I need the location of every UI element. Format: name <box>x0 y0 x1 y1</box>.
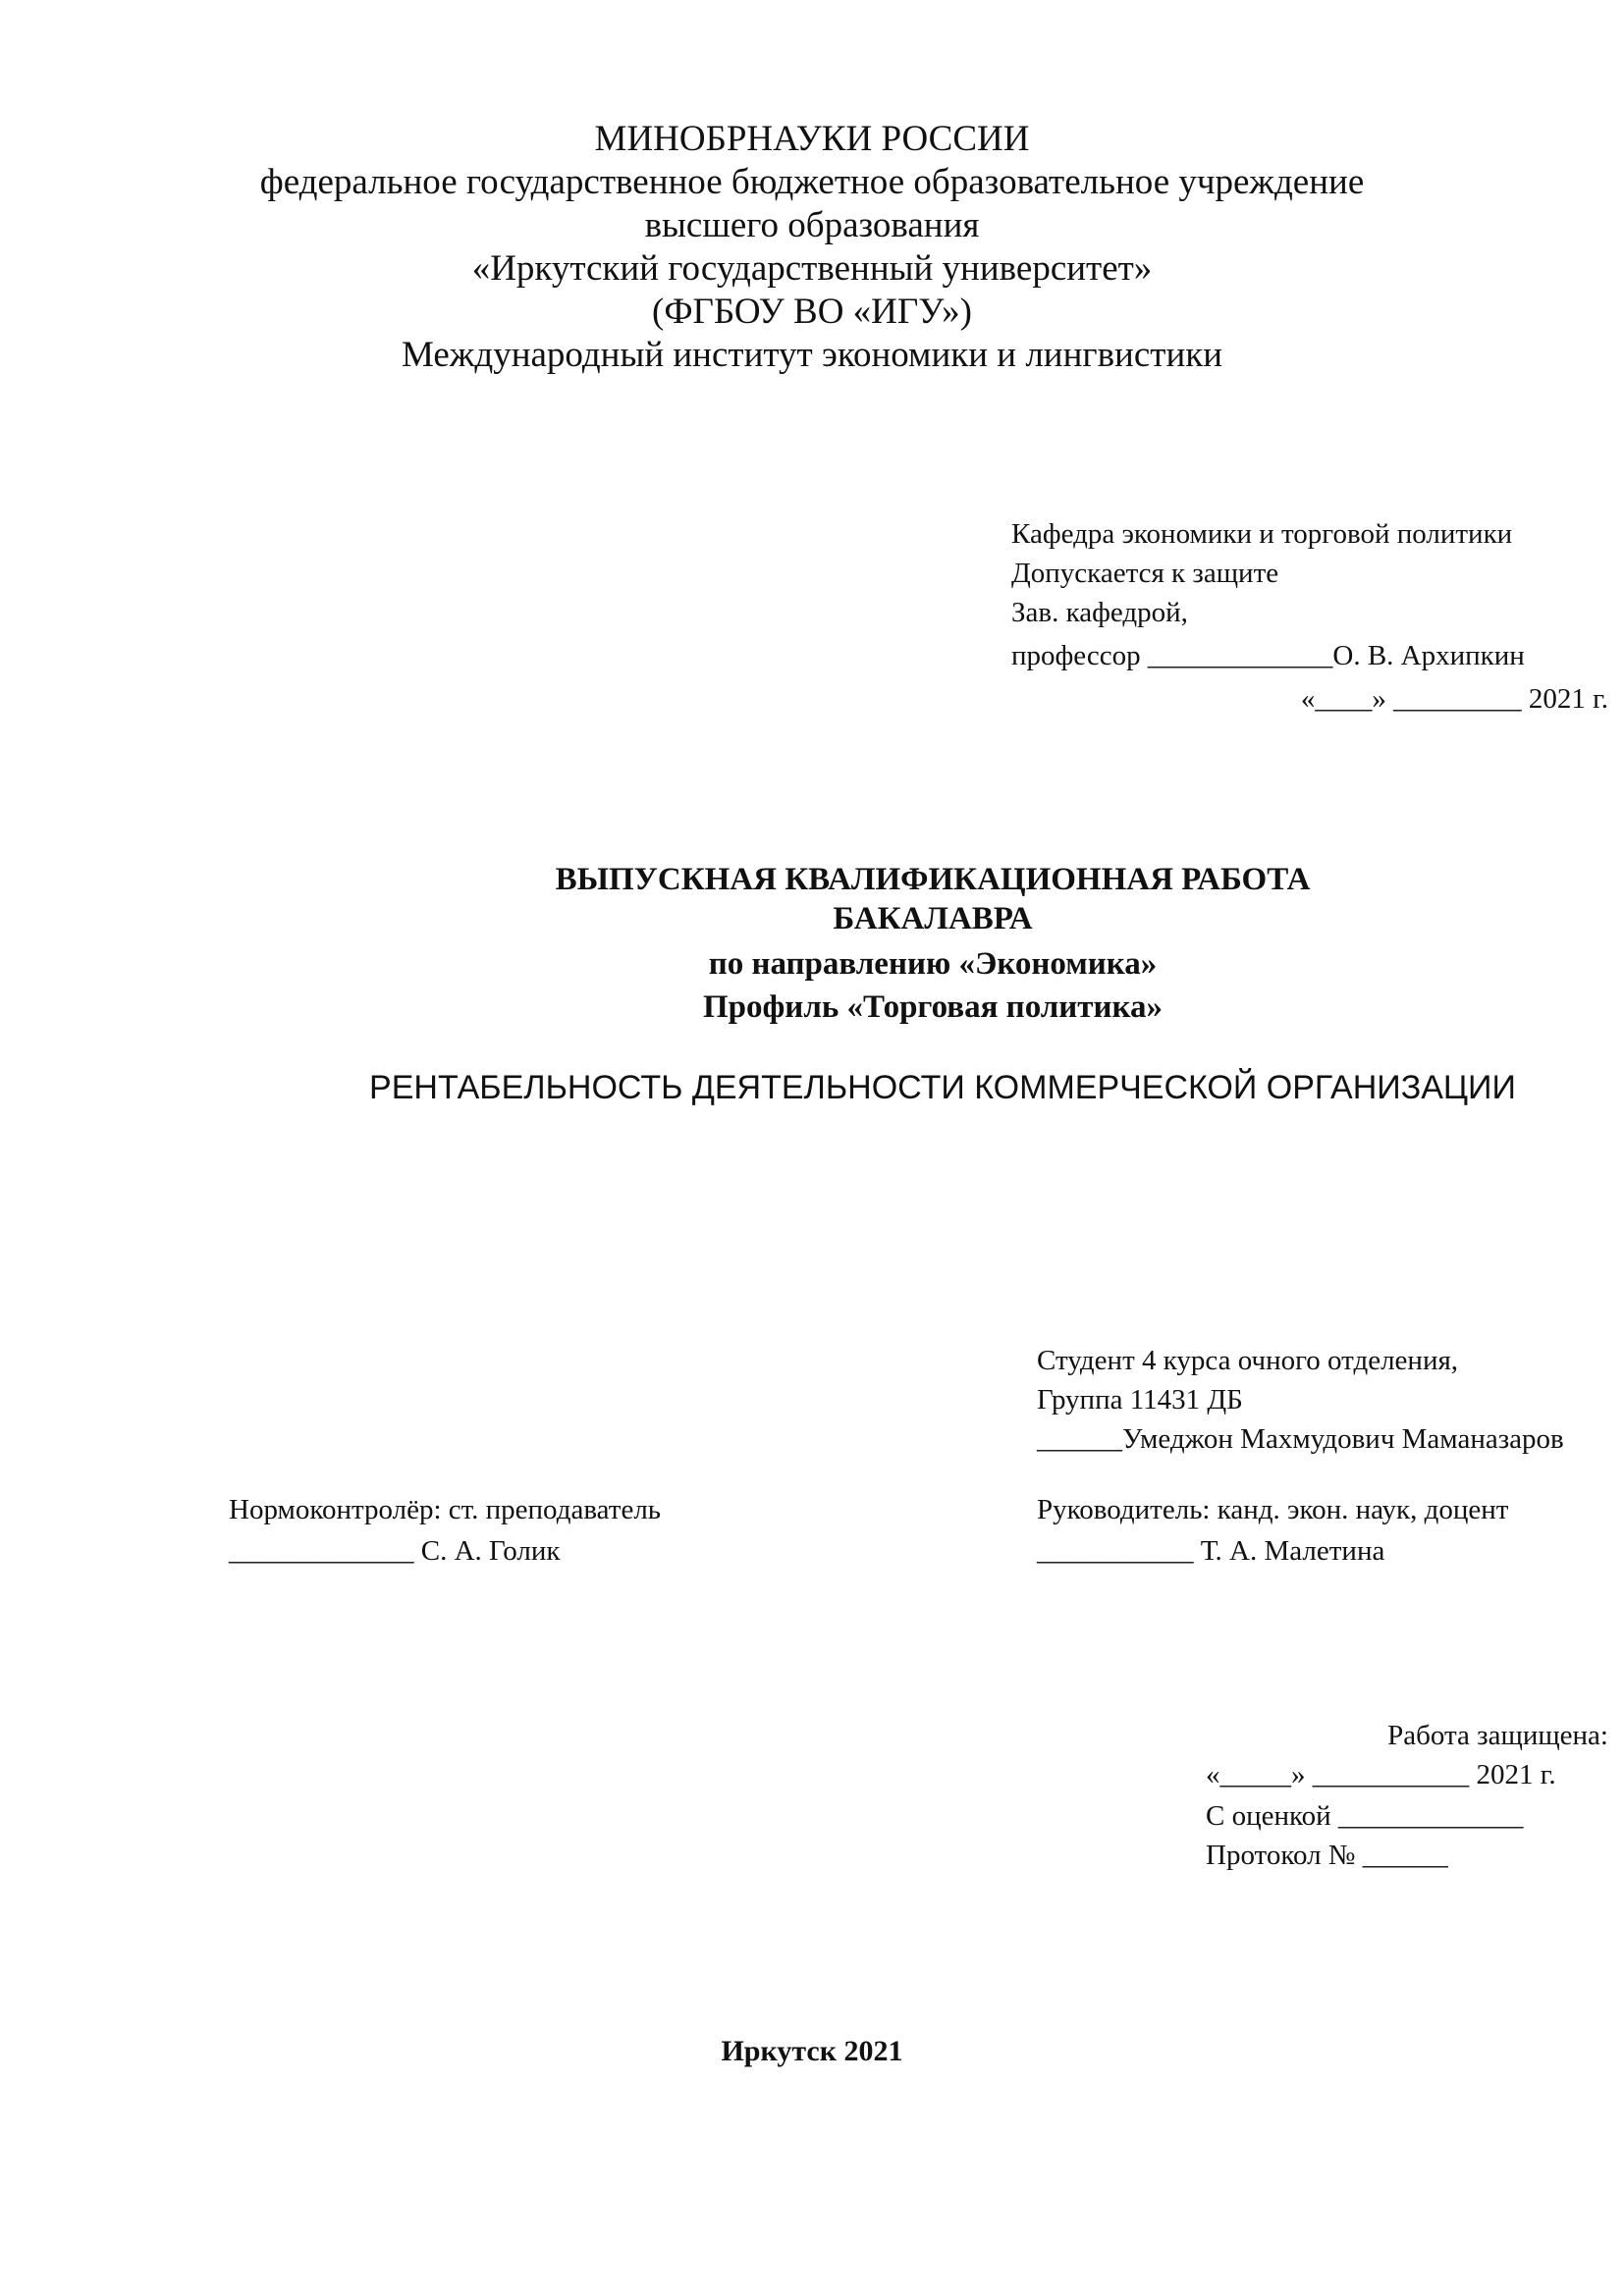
supervisor-name-line: ___________ Т. А. Малетина <box>1037 1535 1385 1567</box>
institution-type: федеральное государственное бюджетное образовательное учреждение <box>259 162 1365 202</box>
head-of-department: Зав. кафедрой, <box>1011 597 1188 628</box>
department-name: Кафедра экономики и торговой политики <box>1011 518 1513 550</box>
normcontrol-name-line: _____________ С. А. Голик <box>229 1535 561 1567</box>
defense-grade-line: С оценкой _____________ <box>1206 1800 1524 1832</box>
defense-status: Работа защищена: <box>1387 1720 1608 1751</box>
work-profile: Профиль «Торговая политика» <box>702 989 1164 1025</box>
institute-name: Международный институт экономики и лингвистики <box>401 335 1223 375</box>
work-title-line1: ВЫПУСКНАЯ КВАЛИФИКАЦИОННАЯ РАБОТА <box>555 862 1311 897</box>
work-title-line2: БАКАЛАВРА <box>833 901 1033 936</box>
ministry-name: МИНОБРНАУКИ РОССИИ <box>594 119 1030 159</box>
normcontrol-role: Нормоконтролёр: ст. преподаватель <box>229 1494 662 1525</box>
supervisor-role: Руководитель: канд. экон. наук, доцент <box>1037 1494 1509 1525</box>
student-course: Студент 4 курса очного отделения, <box>1037 1345 1459 1376</box>
university-name: «Иркутский государственный университет» <box>471 248 1153 289</box>
university-abbreviation: (ФГБОУ ВО «ИГУ») <box>652 292 972 332</box>
defense-protocol-line: Протокол № ______ <box>1206 1840 1448 1871</box>
admitted-to-defense: Допускается к защите <box>1011 558 1279 589</box>
thesis-subject: РЕНТАБЕЛЬНОСТЬ ДЕЯТЕЛЬНОСТИ КОММЕРЧЕСКОЙ ОРГАНИЗАЦИИ <box>369 1069 1516 1106</box>
student-group: Группа 11431 ДБ <box>1037 1384 1243 1415</box>
student-name-line: ______Умеджон Махмудович Маманазаров <box>1037 1423 1564 1455</box>
defense-date-line: «_____» ___________ 2021 г. <box>1206 1759 1556 1790</box>
work-direction: по направлению «Экономика» <box>708 946 1158 982</box>
approval-date-line: «____» _________ 2021 г. <box>1300 683 1608 715</box>
education-level: высшего образования <box>644 205 980 245</box>
city-year: Иркутск 2021 <box>721 2035 903 2067</box>
professor-signature-line: профессор _____________О. В. Архипкин <box>1011 640 1525 671</box>
